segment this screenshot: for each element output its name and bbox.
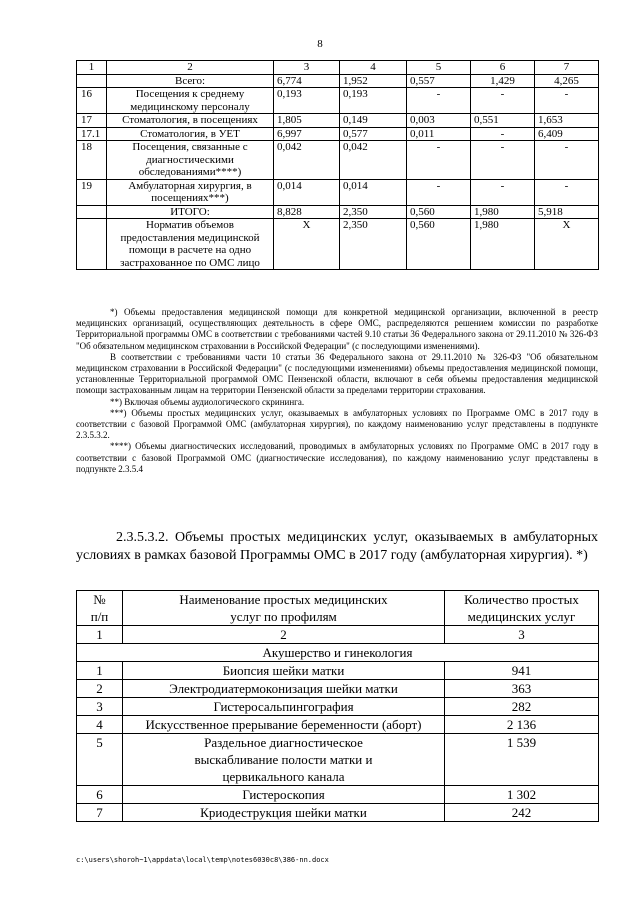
- header-cell: 1: [77, 61, 107, 75]
- cell: 1,952: [340, 74, 407, 88]
- services-table: [76, 590, 599, 822]
- table-row: [77, 127, 599, 141]
- header-number: № п/п: [77, 591, 123, 626]
- footnote: **) Включая объемы аудиологического скрининга.: [110, 396, 305, 407]
- table-row: [77, 114, 599, 128]
- cell: 2,350: [340, 219, 407, 270]
- service-name: Электродиатермоконизация шейки матки: [123, 680, 445, 698]
- row-name: Посещения, связанные с диагностическими обследованиями****): [107, 141, 274, 180]
- cell: 1,980: [471, 205, 535, 219]
- index-cell: 1: [77, 626, 123, 644]
- service-count: 282: [445, 698, 599, 716]
- row-number: 1: [77, 662, 123, 680]
- service-count: 363: [445, 680, 599, 698]
- cell: Х: [274, 219, 340, 270]
- cell: 2,350: [340, 205, 407, 219]
- table-row: [77, 734, 599, 786]
- header-name: Наименование простых медицинских услуг по профилям: [123, 591, 445, 626]
- table-row: [77, 219, 599, 270]
- cell: 1,980: [471, 219, 535, 270]
- service-count: 1 302: [445, 786, 599, 804]
- cell: 0,560: [407, 219, 471, 270]
- header-cell: 3: [274, 61, 340, 75]
- service-count: 242: [445, 804, 599, 822]
- header-cell: 7: [535, 61, 599, 75]
- row-name: Норматив объемов предоставления медицинской помощи в расчете на одно застрахованное по ОМС лицо: [107, 219, 274, 270]
- cell: 0,193: [340, 88, 407, 114]
- section-heading: [76, 529, 598, 565]
- row-number: 5: [77, 734, 123, 786]
- index-cell: 2: [123, 626, 445, 644]
- service-count: 941: [445, 662, 599, 680]
- row-number: 3: [77, 698, 123, 716]
- row-number: 19: [77, 179, 107, 205]
- row-name: Амбулаторная хирургия, в посещениях***): [107, 179, 274, 205]
- cell: 0,551: [471, 114, 535, 128]
- cell: 1,653: [535, 114, 599, 128]
- row-number: 4: [77, 716, 123, 734]
- cell: 4,265: [535, 74, 599, 88]
- row-number: 6: [77, 786, 123, 804]
- row-number: 17: [77, 114, 107, 128]
- service-name: Искусственное прерывание беременности (аборт): [123, 716, 445, 734]
- cell: 0,557: [407, 74, 471, 88]
- cell: 0,014: [274, 179, 340, 205]
- row-number: 2: [77, 680, 123, 698]
- service-name: Гистеросальпингография: [123, 698, 445, 716]
- cell: 6,774: [274, 74, 340, 88]
- cell: 6,409: [535, 127, 599, 141]
- table-row: [77, 786, 599, 804]
- row-name: Стоматология, в УЕТ: [107, 127, 274, 141]
- file-path-footer: c:\users\shoroh~1\appdata\local\temp\notes6030c8\386-nn.docx: [76, 856, 329, 864]
- index-row: [77, 626, 599, 644]
- cell: -: [535, 141, 599, 180]
- row-name: Посещения к среднему медицинскому персоналу: [107, 88, 274, 114]
- group-title: Акушерство и гинекология: [77, 644, 599, 662]
- header-cell: 5: [407, 61, 471, 75]
- cell: 0,577: [340, 127, 407, 141]
- service-count: 2 136: [445, 716, 599, 734]
- row-name: Всего:: [107, 74, 274, 88]
- cell: 0,003: [407, 114, 471, 128]
- cell: 0,193: [274, 88, 340, 114]
- table-header-row: [77, 61, 599, 75]
- footnote: ***) Объемы простых медицинских услуг, оказываемых в амбулаторных условиях по Программе ОМС в 2017 году в соответствии с базовой Программой ОМС (амбулаторная хирургия), по каждому наименованию услуг представлены в подпункте 2.3.5.3.2.: [76, 407, 598, 441]
- row-number: 18: [77, 141, 107, 180]
- cell: -: [407, 88, 471, 114]
- cell: 0,149: [340, 114, 407, 128]
- row-number: [77, 205, 107, 219]
- cell: 0,560: [407, 205, 471, 219]
- table-row: [77, 804, 599, 822]
- cell: 1,805: [274, 114, 340, 128]
- service-name: Криодеструкция шейки матки: [123, 804, 445, 822]
- page-number: 8: [317, 38, 323, 50]
- row-number: [77, 74, 107, 88]
- cell: 1,429: [471, 74, 535, 88]
- row-name: ИТОГО:: [107, 205, 274, 219]
- group-row: [77, 644, 599, 662]
- cell: -: [407, 141, 471, 180]
- cell: -: [535, 88, 599, 114]
- cell: 0,011: [407, 127, 471, 141]
- footnote: В соответствии с требованиями части 10 статьи 36 Федерального закона от 29.11.2010 № 326-ФЗ "Об обязательном медицинском страховании в Российской Федерации" (с последующими изменениями) объемы предоставления медицинской помощи, установленные Территориальной программой ОМС Пензенской области, включают в себя объемы предоставления медицинской помощи застрахованным лицам на территории Пензенской области за пределами территории страхования.: [76, 351, 598, 396]
- cell: 0,042: [340, 141, 407, 180]
- footnotes: [76, 307, 598, 475]
- cell: -: [471, 127, 535, 141]
- cell: 6,997: [274, 127, 340, 141]
- table-row: [77, 141, 599, 180]
- header-cell: 2: [107, 61, 274, 75]
- header-count: Количество простых медицинских услуг: [445, 591, 599, 626]
- cell: 8,828: [274, 205, 340, 219]
- footnote: *) Объемы предоставления медицинской помощи для конкретной медицинской организации, включенной в реестр медицинских организаций, осуществляющих деятельность в сфере ОМС, распределяются решением комиссии по разработке Территориальной программы ОМС в соответствии с требованиями частей 9.10 статьи 36 Федерального закона от 29.11.2010 № 326-ФЗ "Об обязательном медицинском страховании в Российской Федерации" (с последующими изменениями).: [76, 307, 598, 351]
- cell: -: [471, 141, 535, 180]
- volumes-table: [76, 60, 599, 270]
- cell: -: [471, 179, 535, 205]
- row-number: 7: [77, 804, 123, 822]
- table-row: [77, 698, 599, 716]
- cell: -: [471, 88, 535, 114]
- cell: -: [407, 179, 471, 205]
- service-count: 1 539: [445, 734, 599, 786]
- footnote: ****) Объемы диагностических исследований, проводимых в амбулаторных условиях по Программе ОМС в 2017 году в соответствии с базовой Программой ОМС (диагностические исследования), по каждому наименованию услуг представлены в подпункте 2.3.5.4: [76, 441, 598, 474]
- table-row: [77, 88, 599, 114]
- service-name: Гистероскопия: [123, 786, 445, 804]
- cell: 5,918: [535, 205, 599, 219]
- index-cell: 3: [445, 626, 599, 644]
- cell: 0,042: [274, 141, 340, 180]
- cell: 0,014: [340, 179, 407, 205]
- header-cell: 6: [471, 61, 535, 75]
- table-header-row: [77, 591, 599, 626]
- table-row: [77, 716, 599, 734]
- header-cell: 4: [340, 61, 407, 75]
- table-row: [77, 74, 599, 88]
- row-name: Стоматология, в посещениях: [107, 114, 274, 128]
- table-row: [77, 662, 599, 680]
- service-name: Раздельное диагностическое выскабливание полости матки и цервикального канала: [123, 734, 445, 786]
- table-row: [77, 205, 599, 219]
- row-number: 16: [77, 88, 107, 114]
- table-row: [77, 179, 599, 205]
- row-number: 17.1: [77, 127, 107, 141]
- service-name: Биопсия шейки матки: [123, 662, 445, 680]
- cell: Х: [535, 219, 599, 270]
- table-row: [77, 680, 599, 698]
- row-number: [77, 219, 107, 270]
- section-heading-text: 2.3.5.3.2. Объемы простых медицинских услуг, оказываемых в амбулаторных условиях в рамках базовой Программы ОМС в 2017 году (амбулаторная хирургия). *): [76, 530, 598, 563]
- cell: -: [535, 179, 599, 205]
